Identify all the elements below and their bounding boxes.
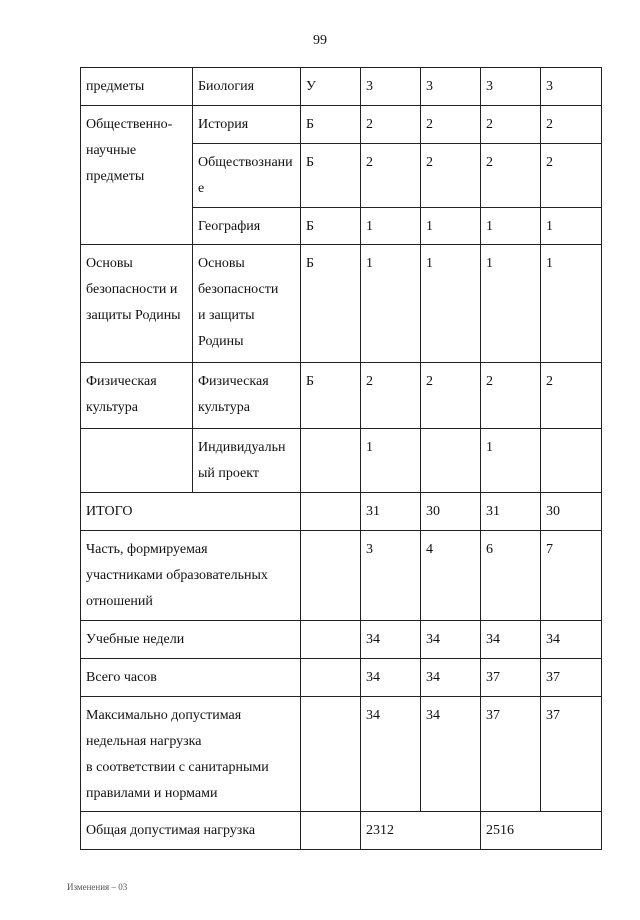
empty-cell [301,493,361,531]
hours-cell: 1 [481,208,541,245]
summary-label-cell: Общая допустимая нагрузка [81,812,301,850]
table-row [81,621,602,659]
hours-cell: 1 [361,429,421,493]
table-row [81,493,602,531]
value-cell: 37 [481,659,541,697]
subject-area-cell: Общественно- научные предметы [81,106,193,245]
value-cell: 37 [541,697,602,812]
hours-cell: 2 [361,144,421,208]
value-cell: 4 [421,531,481,621]
table-row [81,363,602,429]
subject-cell: Основы безопасности и защиты Родины [193,245,301,363]
footer-note: Изменения – 03 [67,882,128,892]
hours-cell: 3 [421,68,481,106]
value-cell: 34 [361,621,421,659]
value-cell: 34 [361,659,421,697]
table-row [81,245,602,363]
hours-cell: 2 [361,363,421,429]
summary-label-cell: Часть, формируемая участниками образовательных отношений [81,531,301,621]
table-row [81,68,602,106]
subject-area-cell: Физическая культура [81,363,193,429]
level-cell: У [301,68,361,106]
value-cell: 34 [541,621,602,659]
value-cell: 6 [481,531,541,621]
summary-label-cell: ИТОГО [81,493,301,531]
value-cell: 34 [421,621,481,659]
hours-cell: 1 [541,208,602,245]
table-row [81,659,602,697]
curriculum-table [80,67,602,850]
subject-cell: Физическая культура [193,363,301,429]
subject-area-cell: предметы [81,68,193,106]
subject-cell: История [193,106,301,144]
subject-area-cell [81,429,193,493]
table-row [81,697,602,812]
hours-cell [541,429,602,493]
empty-cell [301,659,361,697]
page-number: 99 [313,33,327,48]
subject-area-cell: Основы безопасности и защиты Родины [81,245,193,363]
hours-cell [421,429,481,493]
summary-label-cell: Учебные недели [81,621,301,659]
value-cell: 30 [541,493,602,531]
hours-cell: 2 [421,363,481,429]
hours-cell: 1 [421,245,481,363]
value-cell: 31 [481,493,541,531]
value-cell: 2516 [481,812,602,850]
empty-cell [301,697,361,812]
hours-cell: 3 [481,68,541,106]
table-row [81,106,602,144]
value-cell: 34 [421,697,481,812]
hours-cell: 3 [361,68,421,106]
hours-cell: 3 [541,68,602,106]
hours-cell: 2 [541,106,602,144]
level-cell: Б [301,144,361,208]
hours-cell: 2 [421,144,481,208]
hours-cell: 2 [481,144,541,208]
table-row [81,429,602,493]
level-cell [301,429,361,493]
hours-cell: 2 [541,363,602,429]
value-cell: 37 [481,697,541,812]
level-cell: Б [301,363,361,429]
value-cell: 34 [361,697,421,812]
subject-cell: Индивидуальн ый проект [193,429,301,493]
value-cell: 34 [481,621,541,659]
hours-cell: 1 [541,245,602,363]
empty-cell [301,531,361,621]
hours-cell: 1 [361,245,421,363]
hours-cell: 1 [421,208,481,245]
hours-cell: 1 [361,208,421,245]
value-cell: 37 [541,659,602,697]
hours-cell: 2 [541,144,602,208]
value-cell: 34 [421,659,481,697]
subject-cell: География [193,208,301,245]
empty-cell [301,621,361,659]
hours-cell: 2 [481,106,541,144]
table-row [81,812,602,850]
subject-cell: Обществознани е [193,144,301,208]
value-cell: 31 [361,493,421,531]
level-cell: Б [301,208,361,245]
value-cell: 3 [361,531,421,621]
level-cell: Б [301,245,361,363]
value-cell: 2312 [361,812,481,850]
empty-cell [301,812,361,850]
value-cell: 30 [421,493,481,531]
hours-cell: 1 [481,245,541,363]
value-cell: 7 [541,531,602,621]
table-row [81,531,602,621]
hours-cell: 1 [481,429,541,493]
subject-cell: Биология [193,68,301,106]
hours-cell: 2 [421,106,481,144]
summary-label-cell: Всего часов [81,659,301,697]
hours-cell: 2 [361,106,421,144]
summary-label-cell: Максимально допустимая недельная нагрузка в соответствии с санитарными правилами и нормами [81,697,301,812]
hours-cell: 2 [481,363,541,429]
level-cell: Б [301,106,361,144]
